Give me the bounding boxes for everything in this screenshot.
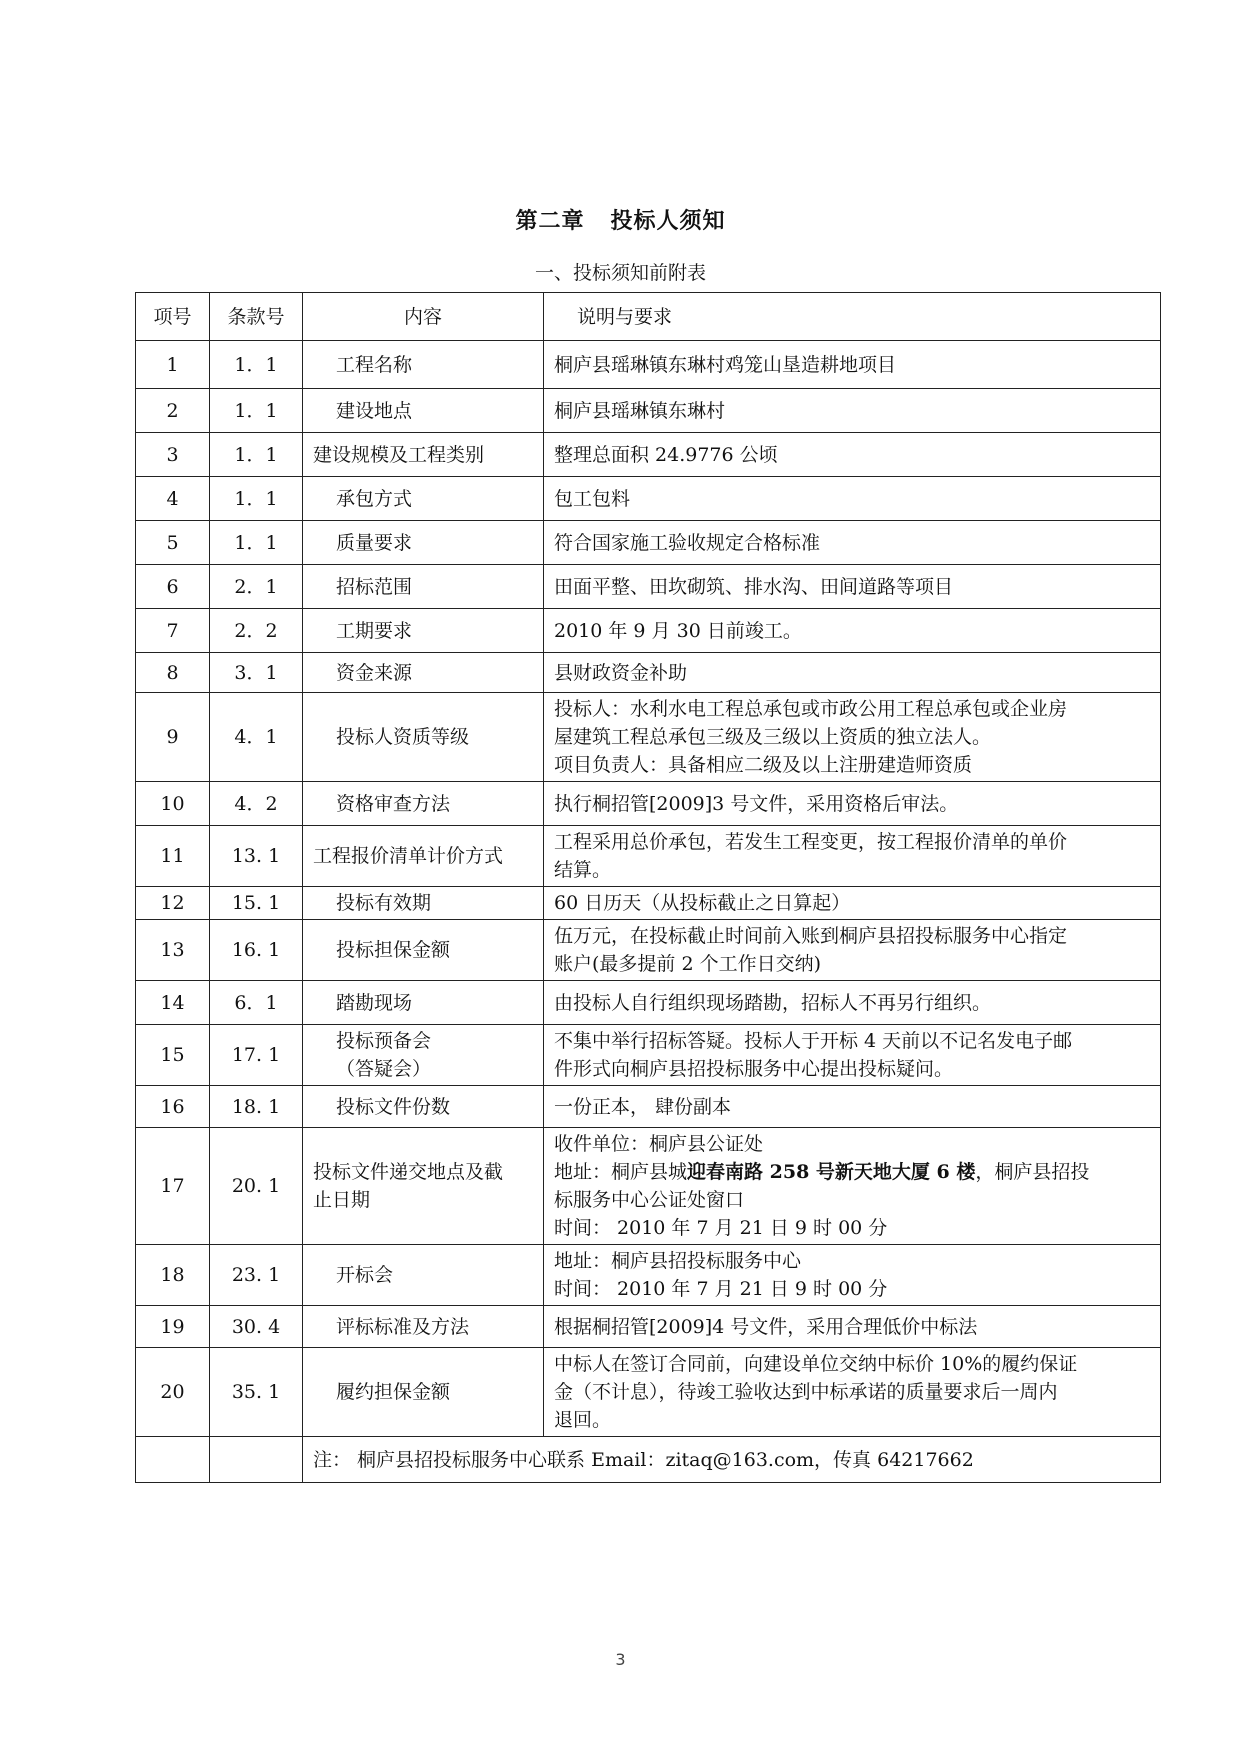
- description-cell: [544, 521, 1161, 565]
- content-cell: 投标担保金额: [303, 920, 544, 981]
- content-cell: 工期要求: [303, 609, 544, 653]
- clause-number: 6．1: [210, 981, 303, 1025]
- description-cell: [544, 1245, 1161, 1306]
- address-line: [554, 1158, 1150, 1186]
- table-row: [136, 1128, 1161, 1245]
- address-prefix: 地址：桐庐县城: [554, 1161, 688, 1183]
- description-line: 件形式向桐庐县招投标服务中心提出投标疑问。: [554, 1058, 954, 1080]
- table-row: [136, 653, 1161, 693]
- description-cell: [544, 693, 1161, 782]
- page-number: 3: [615, 1650, 626, 1669]
- row-number: 10: [136, 782, 210, 826]
- description-cell: [544, 433, 1161, 477]
- clause-number: 1．1: [210, 477, 303, 521]
- appendix-table: [135, 292, 1161, 1483]
- chapter-name: 投标人须知: [610, 208, 726, 234]
- section-title: 一、投标须知前附表: [534, 262, 706, 284]
- table-row: [136, 477, 1161, 521]
- description-line: 时间： 2010 年 7 月 21 日 9 时 00 分: [554, 1278, 888, 1300]
- description-line: 根据桐招管[2009]4 号文件，采用合理低价中标法: [554, 1315, 978, 1338]
- description-line: 符合国家施工验收规定合格标准: [554, 531, 821, 554]
- description-line: 不集中举行招标答疑。投标人于开标 4 天前以不记名发电子邮: [554, 1030, 1073, 1052]
- clause-number: 30. 4: [210, 1306, 303, 1348]
- content-cell: 质量要求: [303, 521, 544, 565]
- description-cell: [544, 477, 1161, 521]
- row-number: 16: [136, 1086, 210, 1128]
- table-row: [136, 565, 1161, 609]
- header-no: 项号: [136, 293, 210, 341]
- description-line: 投标人：水利水电工程总承包或市政公用工程总承包或企业房: [554, 698, 1068, 720]
- clause-number: 18. 1: [210, 1086, 303, 1128]
- table-row: [136, 1025, 1161, 1086]
- row-number: 2: [136, 389, 210, 433]
- content-cell: 工程名称: [303, 341, 544, 389]
- clause-number: 2．2: [210, 609, 303, 653]
- row-number: 1: [136, 341, 210, 389]
- table-row: [136, 920, 1161, 981]
- address-line-continued: 标服务中心公证处窗口: [554, 1189, 745, 1211]
- content-cell: 建设规模及工程类别: [303, 433, 544, 477]
- content-cell: 开标会: [303, 1245, 544, 1306]
- row-number: 20: [136, 1348, 210, 1437]
- content-line: （答疑会）: [336, 1058, 432, 1080]
- clause-number: 20. 1: [210, 1128, 303, 1245]
- description-line: 项目负责人：具备相应二级及以上注册建造师资质: [554, 754, 973, 776]
- description-cell: [544, 1086, 1161, 1128]
- header-description: 说明与要求: [544, 293, 1161, 341]
- description-cell: [544, 1306, 1161, 1348]
- description-cell: [544, 341, 1161, 389]
- header-clause: 条款号: [210, 293, 303, 341]
- row-number: 3: [136, 433, 210, 477]
- table-row: [136, 1348, 1161, 1437]
- content-cell: 投标有效期: [303, 887, 544, 920]
- row-number: 18: [136, 1245, 210, 1306]
- clause-number: 4．1: [210, 693, 303, 782]
- row-number: 5: [136, 521, 210, 565]
- clause-number: 23. 1: [210, 1245, 303, 1306]
- description-line: 工程采用总价承包，若发生工程变更，按工程报价清单的单价: [554, 831, 1068, 853]
- table-row: [136, 341, 1161, 389]
- description-line: 退回。: [554, 1409, 612, 1431]
- clause-number: 17. 1: [210, 1025, 303, 1086]
- description-line: 田面平整、田坎砌筑、排水沟、田间道路等项目: [554, 575, 954, 598]
- note-row: [136, 1437, 1161, 1483]
- description-line: 屋建筑工程总承包三级及三级以上资质的独立法人。: [554, 726, 992, 748]
- content-line: 投标文件递交地点及截: [313, 1161, 504, 1183]
- table-row: [136, 1086, 1161, 1128]
- description-line: 账户(最多提前 2 个工作日交纳): [554, 953, 821, 975]
- row-number: 14: [136, 981, 210, 1025]
- time-line: 时间： 2010 年 7 月 21 日 9 时 00 分: [554, 1217, 888, 1239]
- clause-number: 16. 1: [210, 920, 303, 981]
- clause-number: 2．1: [210, 565, 303, 609]
- row-number: 11: [136, 826, 210, 887]
- contact-note: 注： 桐庐县招投标服务中心联系 Email：zitaq@163.com，传真 64217662: [303, 1437, 1161, 1483]
- row-number: 15: [136, 1025, 210, 1086]
- description-cell: [544, 887, 1161, 920]
- description-cell: [544, 920, 1161, 981]
- description-line: 60 日历天（从投标截止之日算起）: [554, 892, 851, 914]
- description-cell: [544, 981, 1161, 1025]
- description-cell: [544, 782, 1161, 826]
- content-cell: 工程报价清单计价方式: [303, 826, 544, 887]
- clause-number: 1．1: [210, 521, 303, 565]
- description-line: 地址：桐庐县招投标服务中心: [554, 1250, 802, 1272]
- note-empty-cell: [210, 1437, 303, 1483]
- content-line: 止日期: [313, 1189, 371, 1211]
- description-cell: [544, 1025, 1161, 1086]
- clause-number: 1．1: [210, 433, 303, 477]
- description-line: 一份正本， 肆份副本: [554, 1095, 732, 1118]
- description-line: 整理总面积 24.9776 公顷: [554, 443, 778, 466]
- recipient-line: 收件单位：桐庐县公证处: [554, 1133, 764, 1155]
- description-cell: [544, 653, 1161, 693]
- description-line: 2010 年 9 月 30 日前竣工。: [554, 619, 802, 642]
- content-cell: [303, 1025, 544, 1086]
- table-row: [136, 609, 1161, 653]
- content-line: 投标预备会: [336, 1030, 432, 1052]
- address-bold: 迎春南路 258 号新天地大厦 6 楼: [687, 1161, 976, 1183]
- content-cell: 资格审查方法: [303, 782, 544, 826]
- content-cell: 资金来源: [303, 653, 544, 693]
- clause-number: 35. 1: [210, 1348, 303, 1437]
- chapter-number: 第二章: [515, 208, 585, 234]
- chapter-title: [0, 204, 1241, 235]
- table-row: [136, 693, 1161, 782]
- description-line: 结算。: [554, 859, 612, 881]
- table-row: [136, 389, 1161, 433]
- description-line: 桐庐县瑶琳镇东琳村鸡笼山垦造耕地项目: [554, 353, 897, 376]
- description-line: 包工包料: [554, 487, 631, 510]
- row-number: 19: [136, 1306, 210, 1348]
- table-row: [136, 826, 1161, 887]
- row-number: 17: [136, 1128, 210, 1245]
- content-cell: 踏勘现场: [303, 981, 544, 1025]
- row-number: 4: [136, 477, 210, 521]
- table-header-row: [136, 293, 1161, 341]
- description-line: 由投标人自行组织现场踏勘，招标人不再另行组织。: [554, 991, 992, 1014]
- description-line: 执行桐招管[2009]3 号文件，采用资格后审法。: [554, 792, 959, 815]
- content-cell: [303, 1128, 544, 1245]
- row-number: 13: [136, 920, 210, 981]
- note-empty-cell: [136, 1437, 210, 1483]
- description-cell: [544, 826, 1161, 887]
- description-line: 金（不计息），待竣工验收达到中标承诺的质量要求后一周内: [554, 1381, 1058, 1403]
- row-number: 9: [136, 693, 210, 782]
- content-cell: 投标人资质等级: [303, 693, 544, 782]
- row-number: 6: [136, 565, 210, 609]
- table-row: [136, 782, 1161, 826]
- table-row: [136, 1306, 1161, 1348]
- row-number: 8: [136, 653, 210, 693]
- description-line: 县财政资金补助: [554, 661, 688, 684]
- content-cell: 投标文件份数: [303, 1086, 544, 1128]
- table-row: [136, 887, 1161, 920]
- content-cell: 履约担保金额: [303, 1348, 544, 1437]
- address-suffix: ，桐庐县招投: [975, 1161, 1090, 1183]
- clause-number: 3．1: [210, 653, 303, 693]
- clause-number: 15. 1: [210, 887, 303, 920]
- content-cell: 招标范围: [303, 565, 544, 609]
- table-row: [136, 521, 1161, 565]
- description-cell: [544, 1128, 1161, 1245]
- content-cell: 建设地点: [303, 389, 544, 433]
- clause-number: 13. 1: [210, 826, 303, 887]
- row-number: 7: [136, 609, 210, 653]
- description-cell: [544, 609, 1161, 653]
- table-row: [136, 433, 1161, 477]
- description-cell: [544, 389, 1161, 433]
- table-row: [136, 981, 1161, 1025]
- content-cell: 承包方式: [303, 477, 544, 521]
- clause-number: 4．2: [210, 782, 303, 826]
- description-line: 伍万元，在投标截止时间前入账到桐庐县招投标服务中心指定: [554, 925, 1068, 947]
- row-number: 12: [136, 887, 210, 920]
- table-row: [136, 1245, 1161, 1306]
- description-cell: [544, 565, 1161, 609]
- clause-number: 1．1: [210, 341, 303, 389]
- description-cell: [544, 1348, 1161, 1437]
- clause-number: 1．1: [210, 389, 303, 433]
- header-content: 内容: [303, 293, 544, 341]
- description-line: 桐庐县瑶琳镇东琳村: [554, 399, 726, 422]
- description-line: 中标人在签订合同前，向建设单位交纳中标价 10%的履约保证: [554, 1353, 1078, 1375]
- content-cell: 评标标准及方法: [303, 1306, 544, 1348]
